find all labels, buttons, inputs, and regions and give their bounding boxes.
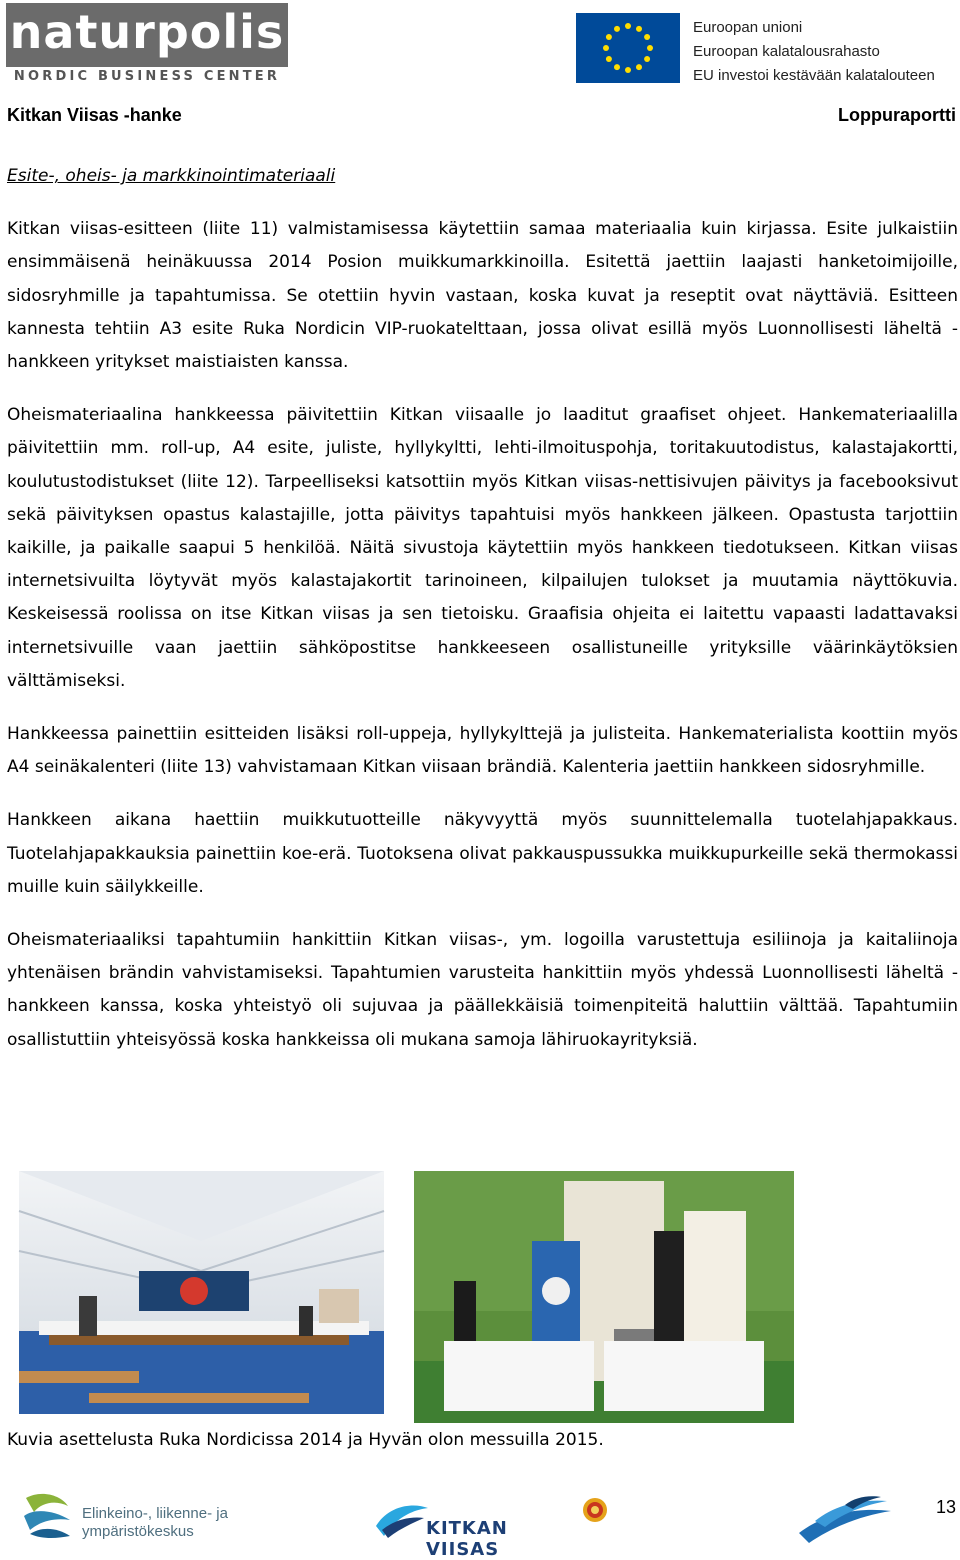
naturpolis-logo <box>6 3 288 85</box>
ely-line: Elinkeino-, liikenne- ja <box>82 1505 228 1522</box>
eu-star-icon <box>614 26 620 32</box>
ely-emblem-icon <box>20 1488 76 1544</box>
fish-wave-logo-icon <box>795 1493 895 1545</box>
ely-line: ympäristökeskus <box>82 1523 194 1540</box>
eu-star-icon <box>625 23 631 29</box>
eu-star-icon <box>636 64 642 70</box>
photo-hyvan-olon-messut <box>414 1171 794 1423</box>
report-type: Loppuraportti <box>838 105 956 125</box>
fish-swoosh-icon <box>374 1496 430 1540</box>
eu-star-icon <box>606 56 612 62</box>
ely-keskus-text <box>82 1505 228 1541</box>
naturpolis-logo-wordmark: naturpolis <box>9 5 285 59</box>
eu-star-icon <box>644 56 650 62</box>
eu-star-icon <box>603 45 609 51</box>
page-number: 13 <box>936 1497 957 1517</box>
eu-star-icon <box>614 64 620 70</box>
paragraph: Oheismateriaalina hankkeessa päivitettiin Kitkan viisaalle jo laaditut graafiset ohjeet. Hankemateriaalilla päivitettiin mm. roll-up, A4 esite, juliste, hyllykyltti, lehti-ilmoituspohja, toritakuutodistus, kalastajakortti, koulutustodistukset (liite 12). Tarpeelliseksi katsottiin myös Kitkan viisas-nettisivujen päivitys ja facebooksivut sekä päivityksen opastus kalastajille, jotta päivitys tapahtuisi myös hankkeen jälkeen. Opastusta tarjottiin kaikille, ja paikalle saapui 5 henkilöä. Näitä sivustoja käytettiin myös hankkeen tiedotukseen. Kitkan viisas internetsivuilta löytyvät myös kalastajakortit tarinoineen, kilpailujen tulokset ja muutamia näyttökuvia. Keskeisessä roolissa on itse Kitkan viisas ja sen tietoisku. Graafisia ohjeita ei laitettu vapaasti ladattavaksi internetsivuille vaan jaettiin sähköpostitse hankkeeseen osallistuneille yrityksille väärinkäytöksien välttämiseksi. <box>7 405 958 691</box>
project-name: Kitkan Viisas -hanke <box>7 105 182 125</box>
document-body <box>7 160 958 1077</box>
eu-star-icon <box>606 34 612 40</box>
ely-keskus-logo <box>20 1488 240 1544</box>
eu-star-icon <box>625 67 631 73</box>
paragraph: Hankkeen aikana haettiin muikkutuotteille näkyvyyttä myös suunnittelemalla tuotelahjapakkaus. Tuotelahjapakkauksia painettiin koe-erä. Tuotoksena olivat pakkauspussukka muikkupurkeille sekä thermokassi muille kuin säilykkeille. <box>7 810 958 897</box>
eu-flag-icon <box>576 13 680 83</box>
naturpolis-logo-subtitle: NORDIC BUSINESS CENTER <box>13 69 281 84</box>
kitkan-viisas-wordmark: KITKAN VIISAS <box>426 1518 508 1560</box>
eu-line: EU investoi kestävään kalatalouteen <box>693 67 935 84</box>
eu-star-icon <box>644 34 650 40</box>
paragraph: Hankkeessa painettiin esitteiden lisäksi roll-uppeja, hyllykylttejä ja julisteita. Hankematerialista koottiin myös A4 seinäkalenteri (liite 13) vahvistamaan Kitkan viisaan brändiä. Kalenteria jaettiin hankkeen sidosryhmille. <box>7 724 958 778</box>
quality-seal-icon <box>582 1497 608 1523</box>
eu-star-icon <box>636 26 642 32</box>
photo-ruka-nordic-tent <box>19 1171 384 1414</box>
kitkan-viisas-logo <box>374 1496 584 1560</box>
eu-line: Euroopan kalatalousrahasto <box>693 43 880 60</box>
eu-star-icon <box>647 45 653 51</box>
paragraph: Oheismateriaaliksi tapahtumiin hankittiin Kitkan viisas-, ym. logoilla varustettuja esiliinoja ja kaitaliinoja yhtenäisen brändin vahvistamiseksi. Tapahtumien varusteita hankittiin myös yhdessä Luonnollisesti läheltä -hankkeen kanssa, koska yhteistyö oli sujuvaa ja päällekkäisiä toimenpiteitä haluttiin välttää. Tapahtumiin osallistuttiin yhteisyössä koska hankkeissa oli mukana samoja lähiruokayrityksiä. <box>7 930 958 1050</box>
section-title: Esite-, oheis- ja markkinointimateriaali <box>7 166 336 186</box>
photo-caption: Kuvia asettelusta Ruka Nordicissa 2014 ja Hyvän olon messuilla 2015. <box>7 1430 604 1450</box>
eu-line: Euroopan unioni <box>693 19 803 36</box>
paragraph: Kitkan viisas-esitteen (liite 11) valmistamisessa käytettiin samaa materiaalia kuin kirjassa. Esite julkaistiin ensimmäisenä heinäkuussa 2014 Posion muikkumarkkinoilla. Esitettä jaettiin laajasti hanketoimijoille, sidosryhmille ja tapahtumissa. Se otettiin hyvin vastaan, koska kuvat ja reseptit ovat näyttäviä. Esitteen kannesta tehtiin A3 esite Ruka Nordicin VIP-ruokatelttaan, jossa olivat esillä myös Luonnollisesti läheltä -hankkeen yritykset maistiaisten kanssa. <box>7 219 958 373</box>
eu-funding-text <box>693 16 935 88</box>
